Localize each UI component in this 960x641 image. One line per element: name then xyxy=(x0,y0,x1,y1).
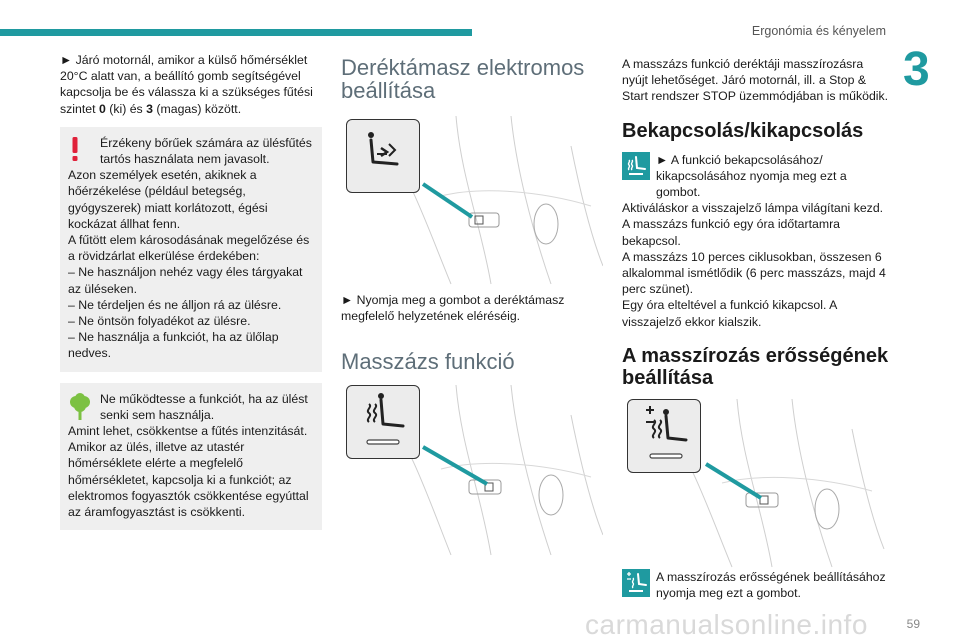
column-left xyxy=(60,52,322,530)
lumbar-button-callout xyxy=(346,119,420,193)
onoff-line: A masszázs 10 perces ciklusokban, összesen 6 alkalommal ismétlődik (6 perc masszázs, majd 4 perc szünet). xyxy=(622,249,886,297)
warning-line: – Ne használja a funkciót, ha az ülőlap nedves. xyxy=(68,330,279,361)
intensity-section xyxy=(622,569,890,601)
onoff-section xyxy=(622,152,890,330)
onoff-instruction: ► A funkció bekapcsolásához/ kikapcsolásához nyomja meg ezt a gombot. xyxy=(656,152,847,200)
header-accent-bar xyxy=(0,29,472,36)
warning-line: Érzékeny bőrűek számára az ülésfűtés tartós használata nem javasolt. xyxy=(100,135,312,167)
lumbar-figure xyxy=(341,116,603,286)
massage-heading: Masszázs funkció xyxy=(341,349,515,375)
eco-line: Amint lehet, csökkentse a fűtés intenzitását. xyxy=(68,424,308,439)
massage-button-callout xyxy=(346,385,420,459)
column-right xyxy=(622,52,890,601)
onoff-line: Aktiváláskor a visszajelző lámpa világítani kezd. A masszázs funkció egy óra időtartamra bekapcsol. xyxy=(622,201,884,248)
eco-line: Amikor az ülés, illetve az utastér hőmérséklete elérte a megfelelő hőmérsékletet, kapcsolja ki a funkciót; az elektromos fogyasztók csökkentése egyúttal az áramfogyasztást is csökkenti. xyxy=(68,440,309,520)
massage-figure xyxy=(341,385,603,557)
lumbar-heading: Deréktámasz elektromos beállítása xyxy=(341,55,585,103)
massage-seat-icon xyxy=(347,386,419,458)
section-title: Ergonómia és kényelem xyxy=(751,24,886,38)
heating-instruction: ► Járó motornál, amikor a külső hőmérséklet 20°C alatt van, a beállító gomb segítségével kapcsolja be és válassza ki a szükséges fűtési szintet 0 (ki) és 3 (magas) között. xyxy=(60,53,313,116)
warning-line: A fűtött elem károsodásának megelőzése és a rövidzárlat elkerülése érdekében: xyxy=(68,233,310,264)
massage-intensity-icon xyxy=(628,400,700,472)
warning-line: – Ne térdeljen és ne álljon rá az ülésre. xyxy=(68,297,282,312)
intensity-button-callout xyxy=(627,399,701,473)
onoff-line: Egy óra elteltével a funkció kikapcsol. A visszajelző ekkor kialszik. xyxy=(622,298,837,329)
page-number: 59 xyxy=(906,617,920,631)
intensity-heading: A masszírozás erősségének beállítása xyxy=(622,344,889,389)
onoff-heading: Bekapcsolás/kikapcsolás xyxy=(622,119,864,142)
eco-box xyxy=(60,383,322,531)
warning-line: – Ne öntsön folyadékot az ülésre. xyxy=(68,314,251,329)
lumbar-instruction: ► Nyomja meg a gombot a deréktámasz megfelelő helyzetének eléréséig. xyxy=(341,293,565,324)
warning-line: Azon személyek esetén, akiknek a hőérzékelése (például betegség, gyógyszerek) miatt korlátozott, égési kockázat állhat fenn. xyxy=(68,168,268,231)
intensity-instruction: A masszírozás erősségének beállításához nyomja meg ezt a gombot. xyxy=(656,569,886,601)
warning-line: – Ne használjon nehéz vagy éles tárgyakat az üléseken. xyxy=(68,265,303,296)
lumbar-seat-icon xyxy=(347,120,419,192)
massage-button-icon xyxy=(622,152,650,180)
massage-intro: A masszázs funkció deréktáji masszírozásra nyújt lehetőséget. Járó motornál, ill. a Stop & Start rendszer STOP üzemmódjában is működik. xyxy=(622,57,889,104)
intensity-figure xyxy=(622,399,890,569)
chapter-number: 3 xyxy=(903,43,930,96)
tree-icon xyxy=(68,393,92,421)
eco-line: Ne működtesse a funkciót, ha az ülést senki sem használja. xyxy=(100,391,308,422)
column-middle xyxy=(341,52,603,557)
exclamation-icon xyxy=(70,137,80,161)
watermark: carmanualsonline.info xyxy=(585,609,868,640)
intensity-button-icon xyxy=(622,569,650,597)
warning-box xyxy=(60,127,322,372)
